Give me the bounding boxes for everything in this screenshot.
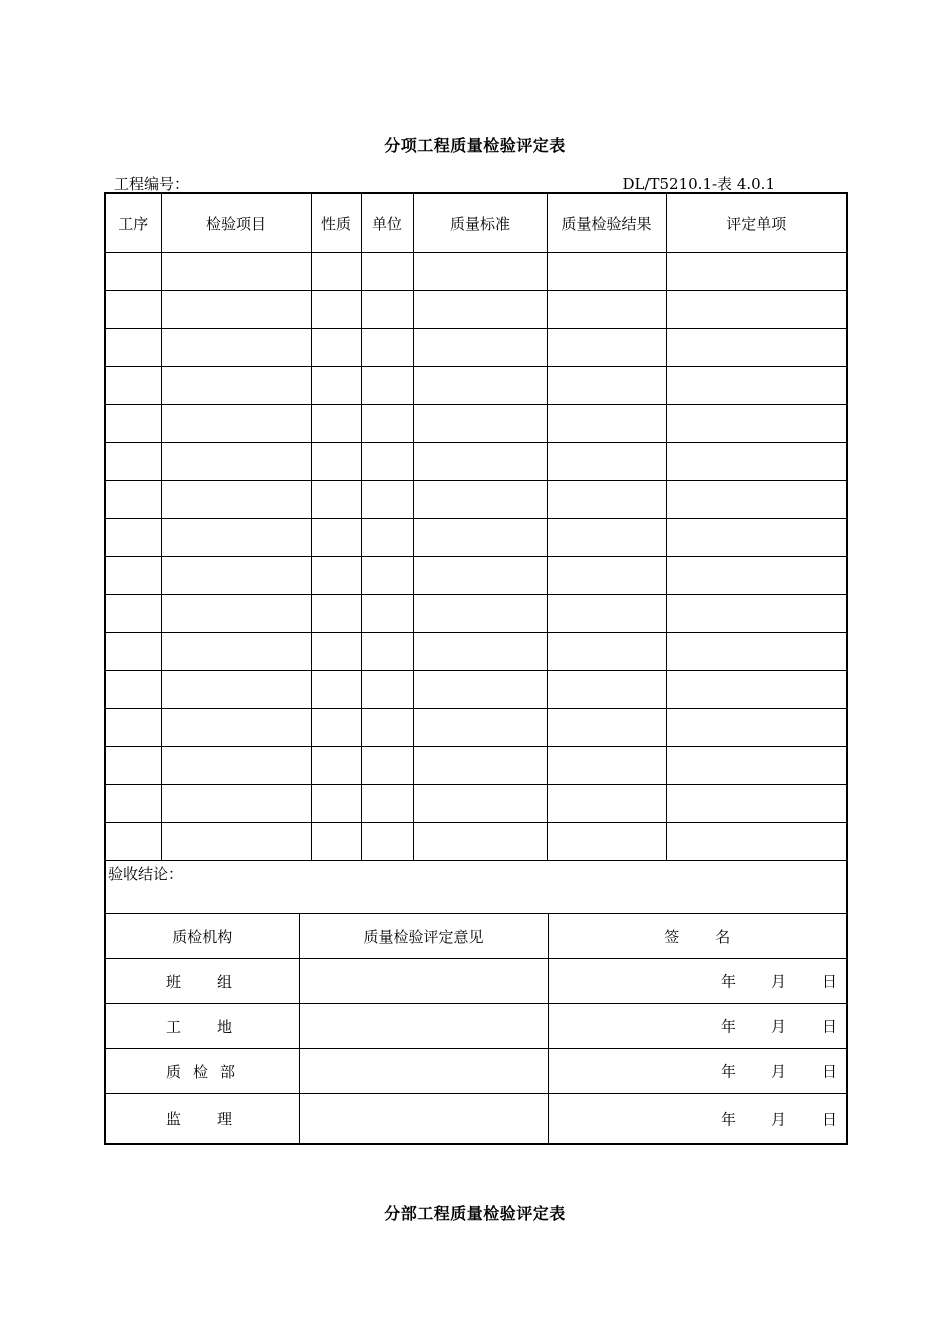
table-cell[interactable] (547, 519, 666, 557)
date-year-label: 年 (720, 1017, 736, 1036)
dept-char: 部 (220, 1062, 236, 1081)
form-code: DL/T5210.1-表 4.0.1 (622, 175, 775, 193)
table-row (105, 557, 847, 595)
date-year-label: 年 (720, 1062, 736, 1081)
table-cell[interactable] (311, 557, 361, 595)
table-cell[interactable] (105, 671, 161, 709)
table-cell[interactable] (413, 519, 547, 557)
table-cell[interactable] (413, 671, 547, 709)
table-cell[interactable] (547, 823, 666, 861)
table-cell[interactable] (413, 595, 547, 633)
table-cell[interactable] (413, 823, 547, 861)
table-cell[interactable] (105, 747, 161, 785)
table-cell[interactable] (413, 557, 547, 595)
table-cell[interactable] (161, 405, 311, 443)
table-cell[interactable] (105, 367, 161, 405)
table-cell[interactable] (666, 481, 847, 519)
table-cell[interactable] (361, 253, 413, 291)
date-day-label: 日 (821, 972, 837, 991)
sign-header (548, 914, 846, 958)
table-cell[interactable] (547, 405, 666, 443)
table-cell[interactable] (161, 595, 311, 633)
header-cell-standard: 质量标准 (413, 193, 547, 253)
table-cell[interactable] (161, 747, 311, 785)
table-cell[interactable] (161, 443, 311, 481)
table-cell[interactable] (547, 595, 666, 633)
table-cell[interactable] (413, 785, 547, 823)
signoff-row (105, 1004, 847, 1049)
table-cell[interactable] (666, 291, 847, 329)
table-cell[interactable] (311, 747, 361, 785)
table-cell[interactable] (161, 481, 311, 519)
table-cell[interactable] (311, 329, 361, 367)
table-cell[interactable] (361, 671, 413, 709)
table-cell[interactable] (311, 823, 361, 861)
table-cell[interactable] (311, 671, 361, 709)
table-cell[interactable] (161, 519, 311, 557)
signoff-opinion-cell[interactable] (299, 1049, 548, 1093)
table-cell[interactable] (666, 329, 847, 367)
table-cell[interactable] (105, 253, 161, 291)
table-cell[interactable] (413, 633, 547, 671)
table-cell[interactable] (361, 481, 413, 519)
sign-header-char: 名 (715, 927, 731, 946)
table-cell[interactable] (311, 519, 361, 557)
table-cell[interactable] (666, 595, 847, 633)
table-cell[interactable] (161, 671, 311, 709)
table-cell[interactable] (547, 709, 666, 747)
date-year-label: 年 (720, 972, 736, 991)
table-row (105, 481, 847, 519)
signoff-row (105, 1049, 847, 1094)
table-row (105, 443, 847, 481)
date-month-label: 月 (770, 1110, 786, 1128)
signoff-dept (106, 1004, 299, 1048)
table-cell[interactable] (311, 595, 361, 633)
table-cell[interactable] (361, 405, 413, 443)
signoff-header-row (105, 914, 847, 959)
table-cell[interactable] (311, 291, 361, 329)
table-cell[interactable] (413, 405, 547, 443)
table-cell[interactable] (361, 747, 413, 785)
table-cell[interactable] (105, 481, 161, 519)
header-cell-unit: 单位 (361, 193, 413, 253)
dept-char: 检 (193, 1062, 209, 1081)
dept-char: 地 (217, 1017, 233, 1036)
table-cell[interactable] (361, 633, 413, 671)
table-cell[interactable] (105, 785, 161, 823)
table-cell[interactable] (547, 291, 666, 329)
signoff-dept (106, 959, 299, 1003)
signoff-row (105, 1094, 847, 1145)
table-cell[interactable] (547, 443, 666, 481)
table-cell[interactable] (161, 253, 311, 291)
table-cell[interactable] (161, 823, 311, 861)
table-cell[interactable] (311, 367, 361, 405)
table-cell[interactable] (105, 823, 161, 861)
signoff-date-cell[interactable] (548, 1004, 846, 1048)
table-cell[interactable] (161, 329, 311, 367)
table-cell[interactable] (311, 443, 361, 481)
table-cell[interactable] (666, 367, 847, 405)
table-cell[interactable] (105, 443, 161, 481)
dept-char: 工 (166, 1017, 182, 1036)
table-cell[interactable] (547, 557, 666, 595)
table-row (105, 671, 847, 709)
table-cell[interactable] (666, 823, 847, 861)
header-cell-item: 检验项目 (161, 193, 311, 253)
table-cell[interactable] (105, 329, 161, 367)
table-cell[interactable] (105, 519, 161, 557)
table-cell[interactable] (547, 481, 666, 519)
table-cell[interactable] (105, 595, 161, 633)
table-row (105, 595, 847, 633)
dept-char: 监 (166, 1110, 182, 1128)
signoff-opinion-cell[interactable] (299, 959, 548, 1003)
table-cell[interactable] (547, 367, 666, 405)
table-cell[interactable] (105, 405, 161, 443)
table-cell[interactable] (161, 633, 311, 671)
table-row (105, 253, 847, 291)
org-header: 质检机构 (106, 914, 299, 958)
table-row (105, 329, 847, 367)
table-cell[interactable] (161, 709, 311, 747)
sign-header-char: 签 (664, 927, 680, 946)
table-cell[interactable] (311, 633, 361, 671)
table-row (105, 709, 847, 747)
table-cell[interactable] (666, 747, 847, 785)
form-title: 分项工程质量检验评定表 (384, 136, 566, 155)
project-number-label: 工程编号： (114, 175, 190, 193)
signoff-row (105, 959, 847, 1004)
table-cell[interactable] (666, 405, 847, 443)
date-month-label: 月 (770, 1062, 786, 1081)
table-cell[interactable] (547, 747, 666, 785)
table-cell[interactable] (361, 595, 413, 633)
table-cell[interactable] (413, 481, 547, 519)
table-cell[interactable] (361, 709, 413, 747)
date-day-label: 日 (821, 1062, 837, 1081)
table-cell[interactable] (413, 253, 547, 291)
date-day-label: 日 (821, 1017, 837, 1036)
table-cell[interactable] (361, 519, 413, 557)
signoff-dept (106, 1049, 299, 1093)
signoff-date-cell[interactable] (548, 959, 846, 1003)
table-cell[interactable] (105, 557, 161, 595)
opinion-header: 质量检验评定意见 (299, 914, 548, 958)
signoff-date-cell[interactable] (548, 1094, 846, 1143)
table-cell[interactable] (161, 557, 311, 595)
table-cell[interactable] (547, 671, 666, 709)
signoff-opinion-cell[interactable] (299, 1004, 548, 1048)
table-cell[interactable] (105, 291, 161, 329)
table-cell[interactable] (413, 443, 547, 481)
date-month-label: 月 (770, 1017, 786, 1036)
inspection-table (104, 192, 848, 1145)
table-cell[interactable] (666, 519, 847, 557)
table-cell[interactable] (361, 291, 413, 329)
table-cell[interactable] (413, 747, 547, 785)
dept-char: 理 (217, 1110, 233, 1128)
table-cell[interactable] (547, 329, 666, 367)
table-row (105, 823, 847, 861)
conclusion-row (105, 861, 847, 914)
table-cell[interactable] (666, 709, 847, 747)
table-cell[interactable] (413, 329, 547, 367)
table-cell[interactable] (547, 633, 666, 671)
table-cell[interactable] (361, 557, 413, 595)
table-cell[interactable] (311, 253, 361, 291)
table-cell[interactable] (161, 367, 311, 405)
header-cell-result: 质量检验结果 (547, 193, 666, 253)
table-cell[interactable] (105, 709, 161, 747)
date-year-label: 年 (720, 1110, 736, 1128)
table-cell[interactable] (413, 367, 547, 405)
table-row (105, 367, 847, 405)
conclusion-label: 验收结论： (105, 861, 847, 914)
table-cell[interactable] (361, 443, 413, 481)
table-row (105, 291, 847, 329)
table-row (105, 633, 847, 671)
table-header-row (105, 193, 847, 253)
table-cell[interactable] (361, 823, 413, 861)
table-cell[interactable] (361, 367, 413, 405)
table-cell[interactable] (547, 785, 666, 823)
header-cell-rating: 评定单项 (666, 193, 847, 253)
table-cell[interactable] (547, 253, 666, 291)
table-cell[interactable] (311, 405, 361, 443)
table-cell[interactable] (413, 709, 547, 747)
signoff-opinion-cell[interactable] (299, 1094, 548, 1143)
dept-char: 质 (166, 1062, 182, 1081)
signoff-date-cell[interactable] (548, 1049, 846, 1093)
table-row (105, 747, 847, 785)
signoff-dept (106, 1094, 299, 1143)
table-cell[interactable] (361, 785, 413, 823)
dept-char: 组 (217, 972, 233, 991)
table-cell[interactable] (361, 329, 413, 367)
table-cell[interactable] (105, 633, 161, 671)
next-form-title: 分部工程质量检验评定表 (384, 1204, 566, 1223)
dept-char: 班 (166, 972, 182, 991)
date-day-label: 日 (821, 1110, 837, 1128)
table-cell[interactable] (311, 481, 361, 519)
table-row (105, 785, 847, 823)
table-row (105, 405, 847, 443)
table-cell[interactable] (666, 253, 847, 291)
date-month-label: 月 (770, 972, 786, 991)
header-cell-process: 工序 (105, 193, 161, 253)
table-cell[interactable] (161, 785, 311, 823)
table-cell[interactable] (161, 291, 311, 329)
table-cell[interactable] (666, 633, 847, 671)
table-row (105, 519, 847, 557)
table-cell[interactable] (413, 291, 547, 329)
table-cell[interactable] (311, 709, 361, 747)
table-cell[interactable] (666, 443, 847, 481)
table-cell[interactable] (666, 671, 847, 709)
table-cell[interactable] (666, 785, 847, 823)
table-cell[interactable] (311, 785, 361, 823)
header-cell-nature: 性质 (311, 193, 361, 253)
table-cell[interactable] (666, 557, 847, 595)
